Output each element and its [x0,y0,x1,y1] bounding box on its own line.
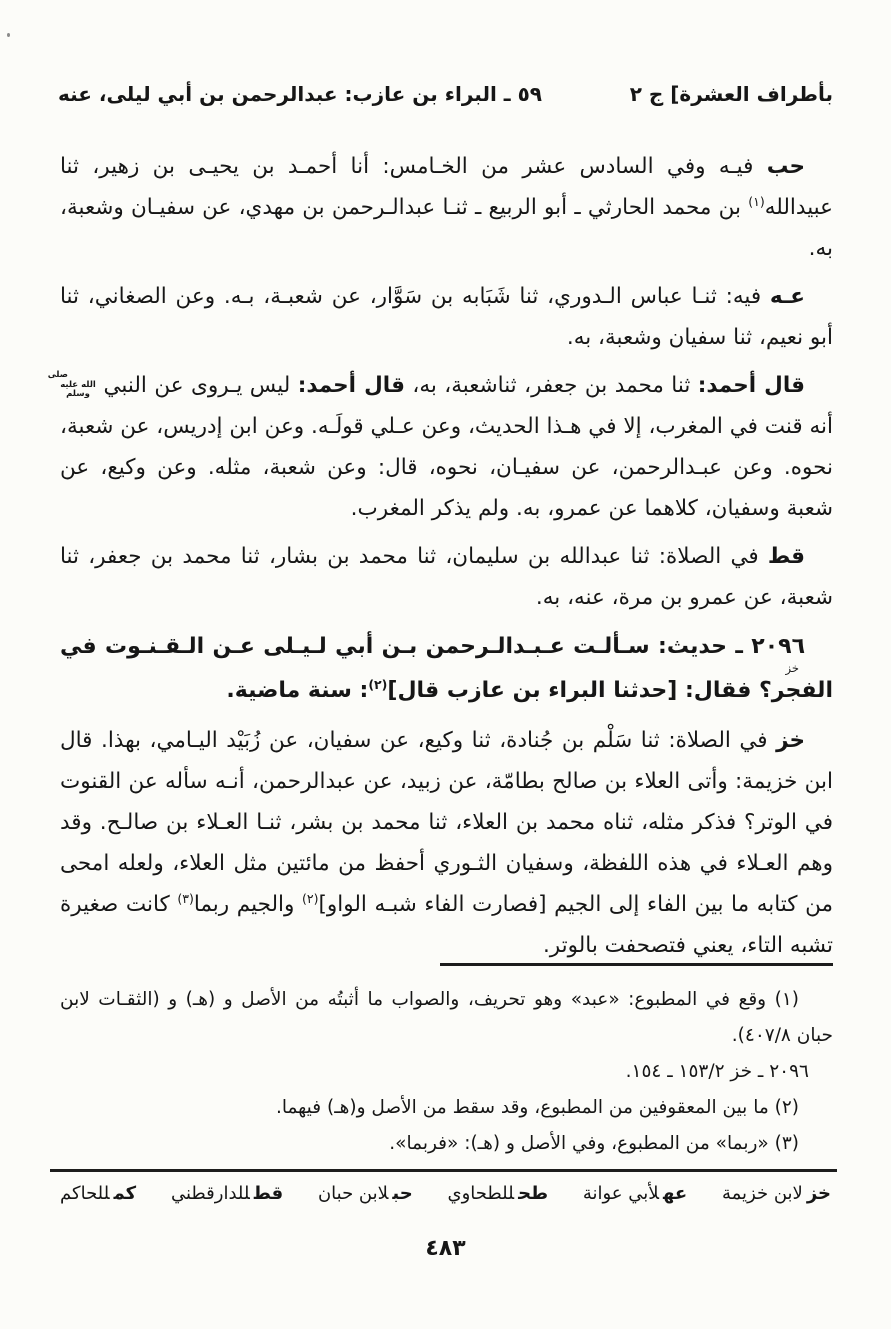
paragraph-text: كانت صغيرة تشبه التاء، يعني فتصحفت بالوتر. [60,892,833,958]
legend-item-ah [583,1183,687,1204]
legend-abbr: كم [113,1183,137,1204]
hadith-matn: : سنة ماضية. [226,678,369,703]
source-abbr-khuzaymah: خز [776,728,805,753]
legend-item-tah [448,1183,549,1204]
footnote-marker-1: (١) [748,194,765,209]
legend-label: للطحاوي [447,1183,515,1204]
footnotes-block [60,982,833,1162]
legend-label: للحاكم [60,1183,110,1204]
main-text [47,146,833,973]
legend-item-hib [318,1183,413,1204]
paragraph-text: والجيم ربما [193,892,302,917]
speaker-ahmad: قال أحمد: [297,373,405,398]
abbreviations-legend [60,1183,831,1204]
legend-abbr: خز [806,1183,831,1204]
paragraph-ahmad [47,365,833,529]
chapter-entry: ٥٩ ـ البراء بن عازب: عبدالرحمن بن أبي ليلى، عنه [58,82,543,106]
hadith-2096 [60,625,833,713]
footnote-2: (٢) ما بين المعقوفين من المطبوع، وقد سقط من الأصل و(هـ) فيهما. [275,1097,799,1118]
legend-abbr: طح [518,1183,549,1204]
running-title: بأطراف العشرة] ج ٢ [629,82,833,106]
paragraph-text: ثنا محمد بن جعفر، ثناشعبة، به، [404,373,698,398]
source-abbr-awana: عـه [769,284,805,309]
paragraph-text: أنه قنت في المغرب، إلا في هـذا الحديث، وعن عـلي قولَـه. وعن ابن إدريس، عن شعبة، نحوه. وعن عبـدالرحمن، عن سفيـان، نحوه، قال: وعن شعبة، مثله. وعن وكيع، عن شعبة وسفيان، كلاهما عن عمرو، به. ولم يذكر المغرب. [60,414,833,521]
paragraph-daraqutni [60,536,833,618]
legend-item-qat [171,1183,283,1204]
gloss-khz: خز [785,661,799,675]
source-abbr-daraqutni: قط [767,544,805,569]
legend-item-khz [722,1183,831,1204]
page-number: ٤٨٣ [425,1236,466,1261]
source-abbr-hibban: حب [766,154,805,179]
footnote-1: (١) وقع في المطبوع: «عبد» وهو تحريف، والصواب ما أثبتُه من الأصل و (هـ) و (الثقـات لابن حبان ٤٠٧/٨). [60,989,833,1046]
legend-abbr: قط [253,1183,284,1204]
legend-item-kam [60,1183,136,1204]
legend-label: لابن حبان [317,1183,389,1204]
hadith-matn: فقال: [حدثنا البراء بن عازب قال] [387,678,760,703]
legend-label: للدارقطني [170,1183,250,1204]
speaker-ahmad: قال أحمد: [697,373,805,398]
legend-label: لأبي عوانة [582,1183,660,1204]
footnote-hadith-reference: ٢٠٩٦ ـ خز ١٥٣/٢ ـ ١٥٤. [625,1061,809,1082]
legend-abbr: حب [392,1183,413,1204]
paragraph-text: بن محمد الحارثي ـ أبو الربيع ـ ثنـا عبدالـرحمن بن مهدي، عن سفيـان وشعبة، به. [60,195,833,261]
legend-label: لابن خزيمة [722,1183,803,1204]
footnote-marker-2: (٢) [301,891,319,906]
paragraph-hibban [60,146,833,269]
honorific-saw: صلى الله عليه وسلم [47,370,96,399]
paragraph-khuzaymah [60,720,833,966]
footnote-separator [440,963,833,966]
running-header [58,82,833,106]
paragraph-text: ليس يـروى عن النبي [96,373,298,398]
hadith-matn: ٢٠٩٦ ـ حديث: سـألـت عـبـدالـرحمن بـن أبي لـيـلى عـن الـقـنـوت في [60,634,805,659]
paragraph-awana [60,276,833,358]
footnote-marker-3: (٣) [177,891,194,906]
legend-abbr: عه [663,1183,688,1204]
footnote-marker-2: (٢) [368,677,388,692]
footnote-3: (٣) «ربما» من المطبوع، وفي الأصل و (هـ): «فربما». [389,1133,799,1154]
paragraph-text: فيه: ثنـا عباس الـدوري، ثنا شَبَابه بن سَوَّار، عن شعبـة، بـه. وعن الصغاني، ثنا أبو نعيم، ثنا سفيان وشعبة، به. [60,284,833,350]
scan-artifact-dot [7,33,10,37]
hadith-matn: الفجر؟ [759,678,833,703]
paragraph-text: فيـه وفي السادس عشر من الخـامس: أنا أحمـد بن يحيـى بن زهير، ثنا عبيدالله [60,154,833,220]
paragraph-text: في الصلاة: ثنا سَلْم بن جُنادة، ثنا وكيع، عن سفيان، عن زُبَيْد اليـامي، بهذا. قال ابن خزيمة: وأتى العلاء بن صالح بطامّة، عن زبيد، عن عبدالرحمن، أنـه سأله عن القنوت في الوتر؟ فذكر مثله، ثناه محمد بن العلاء، ثنا محمد بن بشر، ثنـا العـلاء بن صالـح. وقد وهم العـلاء في هذه اللفظة، وسفيان الثـوري أحفظ من مائتين مثل العلاء، ولعله امحى من كتابه ما بين الفاء إلى الجيم [فصارت الفاء شبـه الواو] [60,728,833,917]
word-with-gloss [759,661,833,703]
paragraph-text: في الصلاة: ثنا عبدالله بن سليمان، ثنا محمد بن بشار، ثنا محمد بن جعفر، ثنا شعبة، عن عمرو بن مرة، عنه، به. [60,544,833,610]
footer-rule [50,1169,837,1172]
